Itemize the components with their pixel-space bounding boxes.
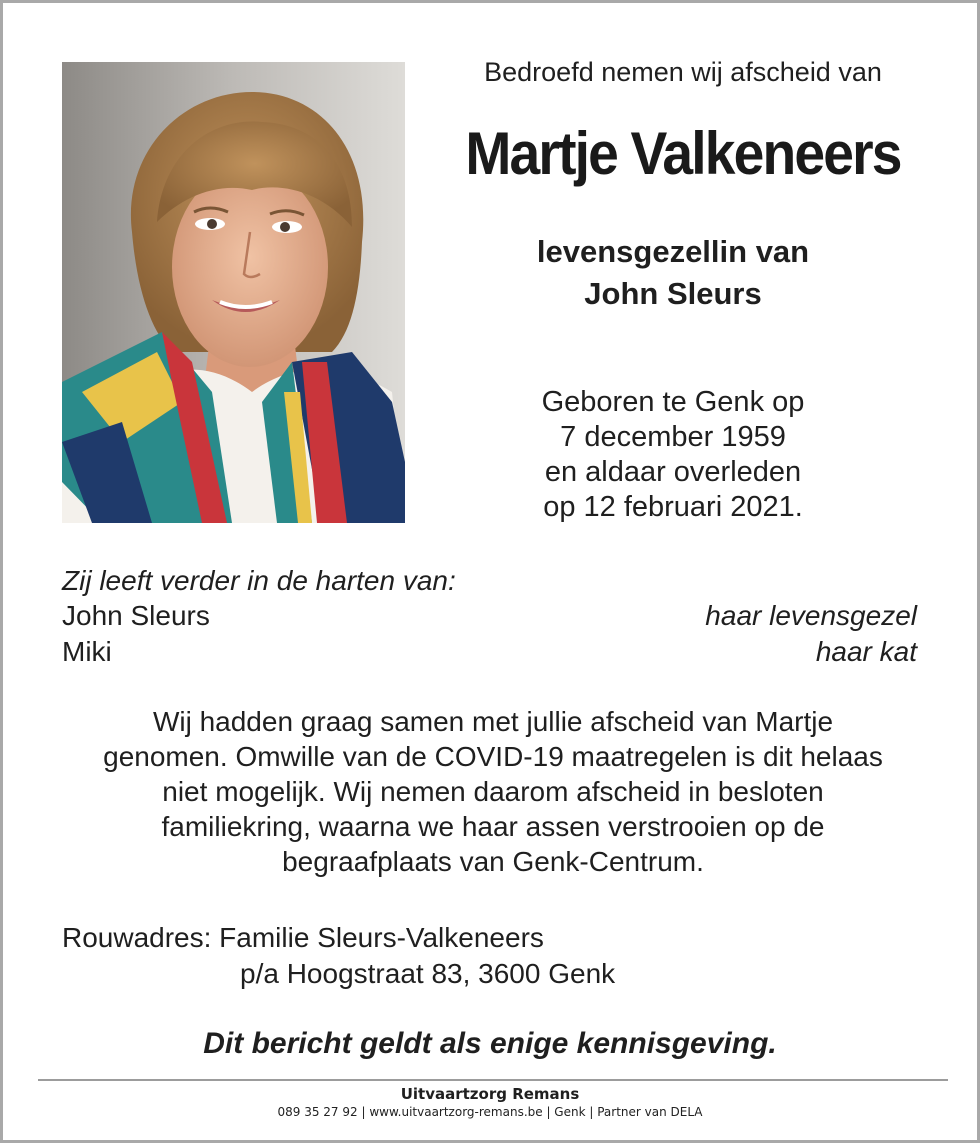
survivors-title: Zij leeft verder in de harten van:	[62, 565, 456, 596]
address-line-1: Rouwadres: Familie Sleurs-Valkeneers	[62, 922, 544, 953]
message-line: genomen. Omwille van de COVID-19 maatregelen is dit helaas	[103, 741, 883, 772]
closing-notice: Dit bericht geldt als enige kennisgeving.	[203, 1027, 777, 1060]
mourning-address	[62, 920, 862, 992]
date-line: op 12 februari 2021.	[543, 491, 803, 523]
survivor-name: John Sleurs	[62, 600, 210, 631]
message-line: niet mogelijk. Wij nemen daarom afscheid in besloten	[162, 776, 824, 807]
portrait-photo	[62, 62, 405, 523]
message-line: begraafplaats van Genk-Centrum.	[282, 846, 704, 877]
survivor-relation: haar kat	[815, 636, 917, 667]
survivor-row	[62, 634, 917, 670]
message-line: familiekring, waarna we haar assen verstrooien op de	[161, 811, 825, 842]
survivor-name: Miki	[62, 636, 112, 667]
partner-relation: levensgezellin van	[536, 234, 810, 269]
deceased-name: Martje Valkeneers	[465, 120, 901, 187]
partner-block	[433, 231, 913, 315]
date-line: en aldaar overleden	[544, 456, 802, 488]
funeral-company-name: Uitvaartzorg Remans	[400, 1085, 580, 1103]
date-line: 7 december 1959	[560, 421, 786, 453]
birth-death-dates	[473, 385, 873, 525]
partner-name: John Sleurs	[584, 276, 762, 311]
survivors-section	[62, 564, 917, 670]
funeral-company-contact: 089 35 27 92 | www.uitvaartzorg-remans.be | Genk | Partner van DELA	[277, 1105, 703, 1119]
intro-line: Bedroefd nemen wij afscheid van	[484, 57, 882, 87]
farewell-message	[43, 704, 943, 879]
date-line: Geboren te Genk op	[541, 386, 805, 418]
address-line-2: p/a Hoogstraat 83, 3600 Genk	[240, 958, 616, 989]
footer-divider	[38, 1079, 948, 1081]
survivor-row	[62, 598, 917, 634]
message-line: Wij hadden graag samen met jullie afscheid van Martje	[152, 706, 834, 737]
survivor-relation: haar levensgezel	[705, 600, 917, 631]
